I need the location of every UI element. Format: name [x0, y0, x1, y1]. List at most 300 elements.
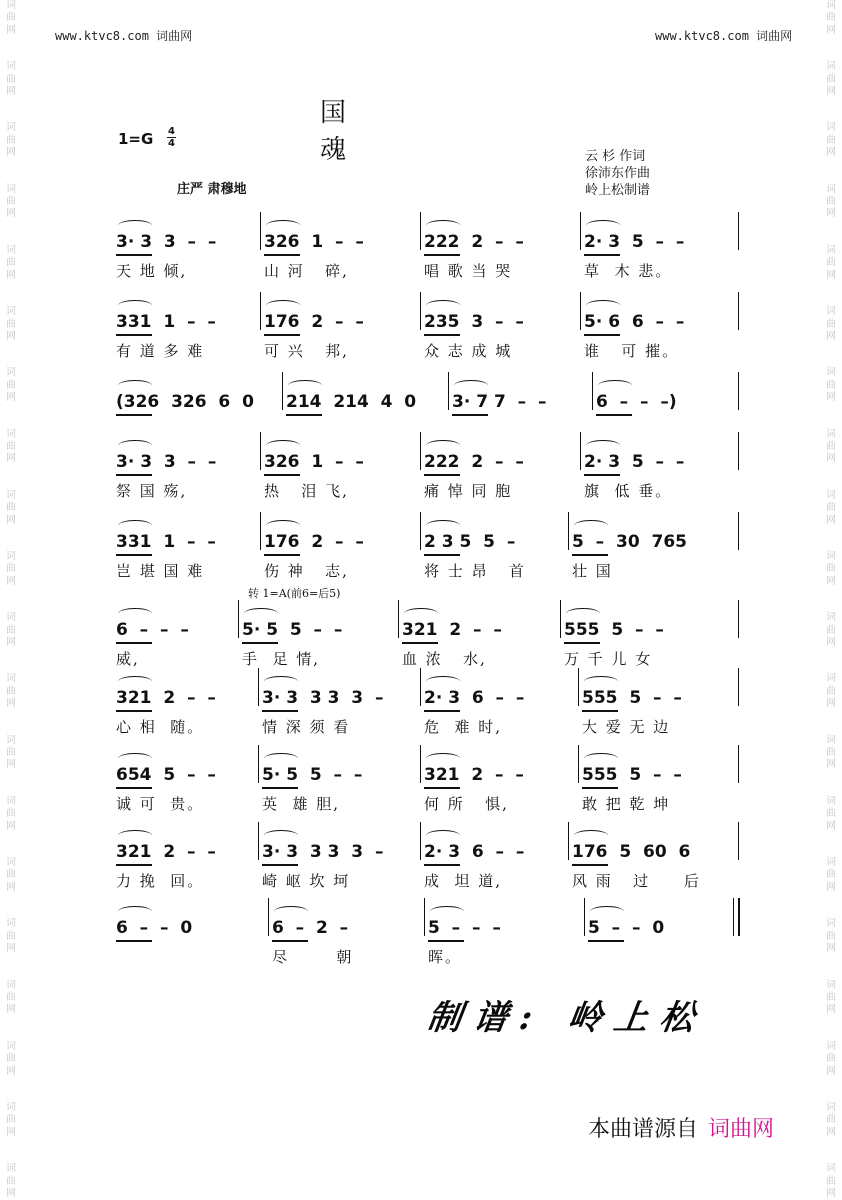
watermark-glyph: 网 [826, 1004, 836, 1016]
watermark-glyph: 曲 [826, 747, 836, 759]
measure-lyrics: 祭 国 殇, [116, 482, 188, 500]
measure-lyrics: 有 道 多 难 [116, 342, 205, 360]
measure-notes: 2· 3 6 – – [424, 688, 525, 708]
triplet-slur [266, 440, 300, 451]
time-signature [167, 126, 176, 149]
measure-notes: 222 2 – – [424, 452, 524, 472]
beam-underline [424, 334, 460, 336]
beam-underline [424, 710, 460, 712]
barline [578, 745, 579, 783]
watermark-glyph-group [820, 980, 842, 1017]
watermark-glyph: 网 [6, 575, 16, 587]
measure-notes: 3· 3 3 3 3 – [262, 688, 384, 708]
barline [282, 372, 283, 410]
watermark-glyph: 曲 [6, 1175, 16, 1187]
measure-notes: 3· 3 3 – – [116, 232, 217, 252]
watermark-glyph: 曲 [6, 685, 16, 697]
watermark-glyph: 曲 [826, 440, 836, 452]
barline [448, 372, 449, 410]
measure-notes: 6 – 2 – [272, 918, 349, 938]
beam-underline [116, 642, 152, 644]
watermark-glyph: 词 [6, 1101, 16, 1113]
measure-notes: 5· 5 5 – – [262, 765, 363, 785]
watermark-glyph: 曲 [6, 869, 16, 881]
watermark-glyph: 曲 [6, 1114, 16, 1126]
watermark-glyph: 词 [826, 918, 836, 930]
watermark-glyph: 词 [826, 734, 836, 746]
lyricist-credit: 云 杉 作词 [585, 149, 646, 164]
triplet-slur [430, 906, 464, 917]
watermark-glyph: 网 [6, 147, 16, 159]
staff-row [0, 668, 842, 748]
watermark-glyph: 网 [6, 698, 16, 710]
composer-credit: 徐沛东作曲 [585, 166, 651, 181]
measure-lyrics: 可 兴 邦, [264, 342, 349, 360]
beam-underline [116, 254, 152, 256]
watermark-glyph: 网 [826, 881, 836, 893]
watermark-glyph: 曲 [826, 624, 836, 636]
watermark-glyph: 词 [6, 489, 16, 501]
triplet-slur [426, 440, 460, 451]
measure-notes: 214 214 4 0 [286, 392, 417, 412]
triplet-slur [426, 520, 460, 531]
barline [738, 512, 739, 550]
watermark-glyph: 曲 [6, 73, 16, 85]
triplet-slur [426, 830, 460, 841]
triplet-slur [426, 676, 460, 687]
triplet-slur [266, 300, 300, 311]
triplet-slur [454, 380, 488, 391]
time-signature-bottom: 4 [168, 138, 175, 149]
triplet-slur [574, 830, 608, 841]
watermark-glyph: 曲 [6, 502, 16, 514]
watermark-glyph: 曲 [826, 1114, 836, 1126]
barline [258, 822, 259, 860]
triplet-slur [118, 753, 152, 764]
triplet-slur [118, 300, 152, 311]
triplet-slur [264, 830, 298, 841]
barline [258, 668, 259, 706]
measure-notes: 176 5 60 6 [572, 842, 691, 862]
measure-notes: 326 1 – – [264, 452, 364, 472]
measure-lyrics: 热 泪 飞, [264, 482, 349, 500]
staff-row [0, 898, 842, 978]
triplet-slur [586, 220, 620, 231]
measure-lyrics: 将 士 昂 首 [424, 562, 526, 580]
measure-notes: 235 3 – – [424, 312, 524, 332]
watermark-glyph-group [820, 1102, 842, 1139]
measure-notes: 321 2 – – [116, 842, 216, 862]
measure-notes: 321 2 – – [424, 765, 524, 785]
beam-underline [242, 642, 278, 644]
watermark-glyph: 曲 [826, 991, 836, 1003]
triplet-slur [118, 520, 152, 531]
barline [568, 822, 569, 860]
measure-lyrics: 唱 歌 当 哭 [424, 262, 513, 280]
transcriber-signature: 制谱: 岭上松 [424, 998, 709, 1038]
watermark-glyph: 网 [826, 453, 836, 465]
watermark-glyph: 曲 [6, 563, 16, 575]
beam-underline [116, 787, 152, 789]
measure-notes: 5 – – 0 [588, 918, 665, 938]
watermark-glyph: 网 [6, 514, 16, 526]
watermark-glyph: 网 [826, 1187, 836, 1199]
watermark-glyph: 词 [6, 979, 16, 991]
measure-lyrics: 危 难 时, [424, 718, 503, 736]
watermark-glyph: 网 [826, 575, 836, 587]
watermark-glyph: 曲 [826, 502, 836, 514]
watermark-glyph: 曲 [6, 379, 16, 391]
watermark-glyph: 曲 [6, 808, 16, 820]
beam-underline [582, 710, 618, 712]
watermark-glyph-group [820, 0, 842, 37]
watermark-glyph: 词 [826, 183, 836, 195]
triplet-slur [118, 676, 152, 687]
measure-notes: 2 3 5 5 – [424, 532, 516, 552]
final-barline [733, 898, 734, 936]
triplet-slur [118, 830, 152, 841]
measure-notes: 6 – – 0 [116, 918, 193, 938]
beam-underline [262, 710, 298, 712]
measure-lyrics: 血 浓 水, [402, 650, 487, 668]
triplet-slur [266, 520, 300, 531]
site-url-right: www.ktvc8.com 词曲网 [655, 29, 793, 43]
watermark-glyph: 词 [826, 122, 836, 134]
watermark-glyph-group [0, 1102, 22, 1139]
watermark-glyph: 词 [6, 734, 16, 746]
barline [580, 212, 581, 250]
beam-underline [262, 787, 298, 789]
beam-underline [564, 642, 600, 644]
measure-lyrics: 山 河 碎, [264, 262, 349, 280]
beam-underline [424, 554, 460, 556]
watermark-glyph: 曲 [826, 1175, 836, 1187]
beam-underline [582, 787, 618, 789]
measure-lyrics: 风 雨 过 后 [572, 872, 701, 890]
measure-notes: 321 2 – – [116, 688, 216, 708]
measure-notes: 176 2 – – [264, 312, 364, 332]
beam-underline [116, 710, 152, 712]
watermark-glyph-group [0, 1041, 22, 1078]
triplet-slur [118, 906, 152, 917]
barline [398, 600, 399, 638]
source-brand-link[interactable]: 词曲网 [708, 1117, 775, 1142]
barline [580, 432, 581, 470]
barline [738, 898, 740, 936]
source-prefix: 本曲谱源自 [588, 1117, 699, 1142]
measure-notes: 5 – 30 765 [572, 532, 687, 552]
measure-notes: 3· 3 3 – – [116, 452, 217, 472]
time-signature-top: 4 [168, 126, 175, 137]
measure-lyrics: 崎 岖 坎 坷 [262, 872, 351, 890]
watermark-glyph: 网 [6, 269, 16, 281]
watermark-glyph: 词 [826, 367, 836, 379]
measure-lyrics: 威, [116, 650, 140, 668]
beam-underline [116, 940, 152, 942]
barline [420, 745, 421, 783]
triplet-slur [264, 753, 298, 764]
measure-lyrics: 万 千 儿 女 [564, 650, 653, 668]
measure-notes: (326 326 6 0 [116, 392, 254, 412]
watermark-glyph: 词 [826, 489, 836, 501]
watermark-glyph: 网 [6, 208, 16, 220]
staff-row [0, 292, 842, 372]
staff-row [0, 512, 842, 592]
watermark-glyph: 网 [6, 392, 16, 404]
triplet-slur [598, 380, 632, 391]
measure-notes: 2· 3 5 – – [584, 232, 685, 252]
watermark-glyph: 词 [6, 122, 16, 134]
site-url-left: www.ktvc8.com 词曲网 [55, 29, 193, 43]
triplet-slur [584, 676, 618, 687]
barline [260, 212, 261, 250]
watermark-glyph-group [0, 122, 22, 159]
measure-notes: 331 1 – – [116, 312, 216, 332]
beam-underline [424, 474, 460, 476]
watermark-glyph: 曲 [6, 134, 16, 146]
barline [738, 212, 739, 250]
beam-underline [116, 474, 152, 476]
watermark-glyph: 网 [6, 759, 16, 771]
triplet-slur [244, 608, 278, 619]
watermark-glyph: 网 [826, 269, 836, 281]
barline [420, 512, 421, 550]
barline [420, 668, 421, 706]
barline [560, 600, 561, 638]
tempo-marking: 庄严 肃穆地 [177, 182, 247, 197]
watermark-glyph: 词 [826, 1163, 836, 1175]
measure-lyrics: 伤 神 志, [264, 562, 349, 580]
watermark-glyph: 词 [826, 1101, 836, 1113]
watermark-glyph: 词 [6, 367, 16, 379]
measure-notes: 5· 6 6 – – [584, 312, 685, 332]
beam-underline [584, 254, 620, 256]
watermark-glyph: 网 [826, 698, 836, 710]
watermark-glyph: 网 [826, 514, 836, 526]
measure-notes: 176 2 – – [264, 532, 364, 552]
watermark-glyph: 曲 [6, 318, 16, 330]
watermark-glyph-group [820, 1163, 842, 1200]
measure-lyrics: 众 志 成 城 [424, 342, 513, 360]
triplet-slur [404, 608, 438, 619]
measure-notes: 5 – – – [428, 918, 501, 938]
watermark-glyph: 词 [826, 612, 836, 624]
triplet-slur [426, 753, 460, 764]
watermark-glyph: 网 [826, 1126, 836, 1138]
watermark-glyph: 网 [826, 86, 836, 98]
watermark-glyph: 网 [6, 943, 16, 955]
measure-lyrics: 力 挽 回。 [116, 872, 205, 890]
measure-lyrics: 诚 可 贵。 [116, 795, 205, 813]
triplet-slur [266, 220, 300, 231]
beam-underline [402, 642, 438, 644]
barline [738, 745, 739, 783]
beam-underline [572, 864, 608, 866]
triplet-slur [118, 440, 152, 451]
watermark-glyph: 词 [6, 612, 16, 624]
beam-underline [116, 864, 152, 866]
watermark-glyph: 曲 [6, 1053, 16, 1065]
watermark-glyph-group [820, 122, 842, 159]
triplet-slur [118, 220, 152, 231]
watermark-glyph-group [820, 1041, 842, 1078]
watermark-glyph: 词 [6, 918, 16, 930]
beam-underline [272, 940, 308, 942]
barline [420, 432, 421, 470]
barline [420, 212, 421, 250]
barline [738, 668, 739, 706]
watermark-glyph: 词 [6, 1163, 16, 1175]
barline [238, 600, 239, 638]
watermark-glyph: 网 [6, 24, 16, 36]
measure-notes: 2· 3 6 – – [424, 842, 525, 862]
triplet-slur [426, 220, 460, 231]
beam-underline [264, 334, 300, 336]
measure-lyrics: 心 相 随。 [116, 718, 205, 736]
watermark-glyph: 网 [6, 637, 16, 648]
barline [420, 292, 421, 330]
beam-underline [584, 474, 620, 476]
barline [738, 822, 739, 860]
watermark-glyph: 曲 [826, 869, 836, 881]
watermark-glyph: 网 [6, 86, 16, 98]
watermark-glyph: 词 [6, 61, 16, 73]
beam-underline [116, 414, 152, 416]
watermark-glyph: 曲 [826, 379, 836, 391]
watermark-glyph: 网 [826, 820, 836, 832]
barline [568, 512, 569, 550]
measure-notes: 331 1 – – [116, 532, 216, 552]
barline [580, 292, 581, 330]
watermark-glyph: 曲 [826, 563, 836, 575]
measure-notes: 2· 3 5 – – [584, 452, 685, 472]
watermark-glyph: 网 [826, 637, 836, 648]
barline [268, 898, 269, 936]
watermark-glyph: 词 [6, 306, 16, 318]
barline [424, 898, 425, 936]
watermark-glyph: 曲 [6, 930, 16, 942]
watermark-glyph-group [0, 61, 22, 98]
measure-notes: 5· 5 5 – – [242, 620, 343, 640]
beam-underline [424, 864, 460, 866]
measure-lyrics: 谁 可 摧。 [584, 342, 680, 360]
triplet-slur [574, 520, 608, 531]
beam-underline [588, 940, 624, 942]
triplet-slur [590, 906, 624, 917]
beam-underline [584, 334, 620, 336]
song-title: 国魂 [320, 98, 497, 165]
watermark-glyph-group [0, 0, 22, 37]
watermark-glyph: 网 [826, 208, 836, 220]
barline [592, 372, 593, 410]
measure-notes: 321 2 – – [402, 620, 502, 640]
watermark-glyph: 网 [826, 1065, 836, 1077]
barline [578, 668, 579, 706]
measure-lyrics: 草 木 悲。 [584, 262, 673, 280]
watermark-glyph: 曲 [826, 808, 836, 820]
barline [738, 600, 739, 638]
beam-underline [596, 414, 632, 416]
watermark-glyph: 词 [826, 0, 836, 11]
measure-notes: 326 1 – – [264, 232, 364, 252]
beam-underline [452, 414, 488, 416]
triplet-slur [288, 380, 322, 391]
measure-lyrics: 何 所 惧, [424, 795, 509, 813]
beam-underline [262, 864, 298, 866]
measure-lyrics: 旗 低 垂。 [584, 482, 673, 500]
measure-lyrics: 尽 朝 [272, 948, 354, 966]
triplet-slur [118, 608, 152, 619]
triplet-slur [426, 300, 460, 311]
measure-notes: 3· 7 7 – – [452, 392, 547, 412]
measure-notes: 555 5 – – [582, 765, 682, 785]
credits [585, 148, 650, 199]
beam-underline [572, 554, 608, 556]
watermark-glyph: 词 [6, 0, 16, 11]
beam-underline [264, 254, 300, 256]
measure-lyrics: 壮 国 [572, 562, 613, 580]
measure-lyrics: 手 足 情, [242, 650, 321, 668]
watermark-glyph: 网 [6, 453, 16, 465]
watermark-glyph-group [0, 1163, 22, 1200]
measure-lyrics: 敢 把 乾 坤 [582, 795, 671, 813]
watermark-glyph: 词 [6, 183, 16, 195]
watermark-glyph: 网 [826, 147, 836, 159]
measure-notes: 654 5 – – [116, 765, 216, 785]
staff-row [0, 745, 842, 825]
measure-notes: 6 – – –) [596, 392, 677, 412]
beam-underline [264, 554, 300, 556]
watermark-glyph: 曲 [826, 134, 836, 146]
watermark-glyph: 曲 [826, 685, 836, 697]
barline [738, 292, 739, 330]
watermark-glyph: 网 [6, 1126, 16, 1138]
beam-underline [116, 554, 152, 556]
triplet-slur [586, 300, 620, 311]
watermark-glyph: 曲 [826, 930, 836, 942]
watermark-glyph: 曲 [826, 12, 836, 24]
watermark-glyph: 网 [826, 759, 836, 771]
triplet-slur [264, 676, 298, 687]
watermark-glyph: 曲 [826, 196, 836, 208]
triplet-slur [584, 753, 618, 764]
measure-notes: 555 5 – – [582, 688, 682, 708]
watermark-glyph: 词 [826, 244, 836, 256]
barline [260, 432, 261, 470]
watermark-glyph: 曲 [6, 440, 16, 452]
watermark-glyph: 网 [826, 392, 836, 404]
beam-underline [428, 940, 464, 942]
watermark-glyph-group [0, 980, 22, 1017]
watermark-glyph: 词 [826, 306, 836, 318]
watermark-glyph: 词 [826, 61, 836, 73]
modulation-marking: 转 1=A(前6=后5) [248, 587, 341, 600]
triplet-slur [566, 608, 600, 619]
staff-row [0, 822, 842, 902]
watermark-glyph: 曲 [826, 1053, 836, 1065]
triplet-slur [274, 906, 308, 917]
watermark-glyph: 词 [826, 550, 836, 562]
measure-notes: 3· 3 3 3 3 – [262, 842, 384, 862]
beam-underline [424, 787, 460, 789]
barline [420, 822, 421, 860]
measure-lyrics: 痛 悼 同 胞 [424, 482, 513, 500]
source-attribution [588, 1112, 774, 1143]
watermark-glyph: 词 [6, 857, 16, 869]
barline [260, 292, 261, 330]
measure-notes: 6 – – – [116, 620, 189, 640]
measure-lyrics: 岂 堪 国 难 [116, 562, 205, 580]
